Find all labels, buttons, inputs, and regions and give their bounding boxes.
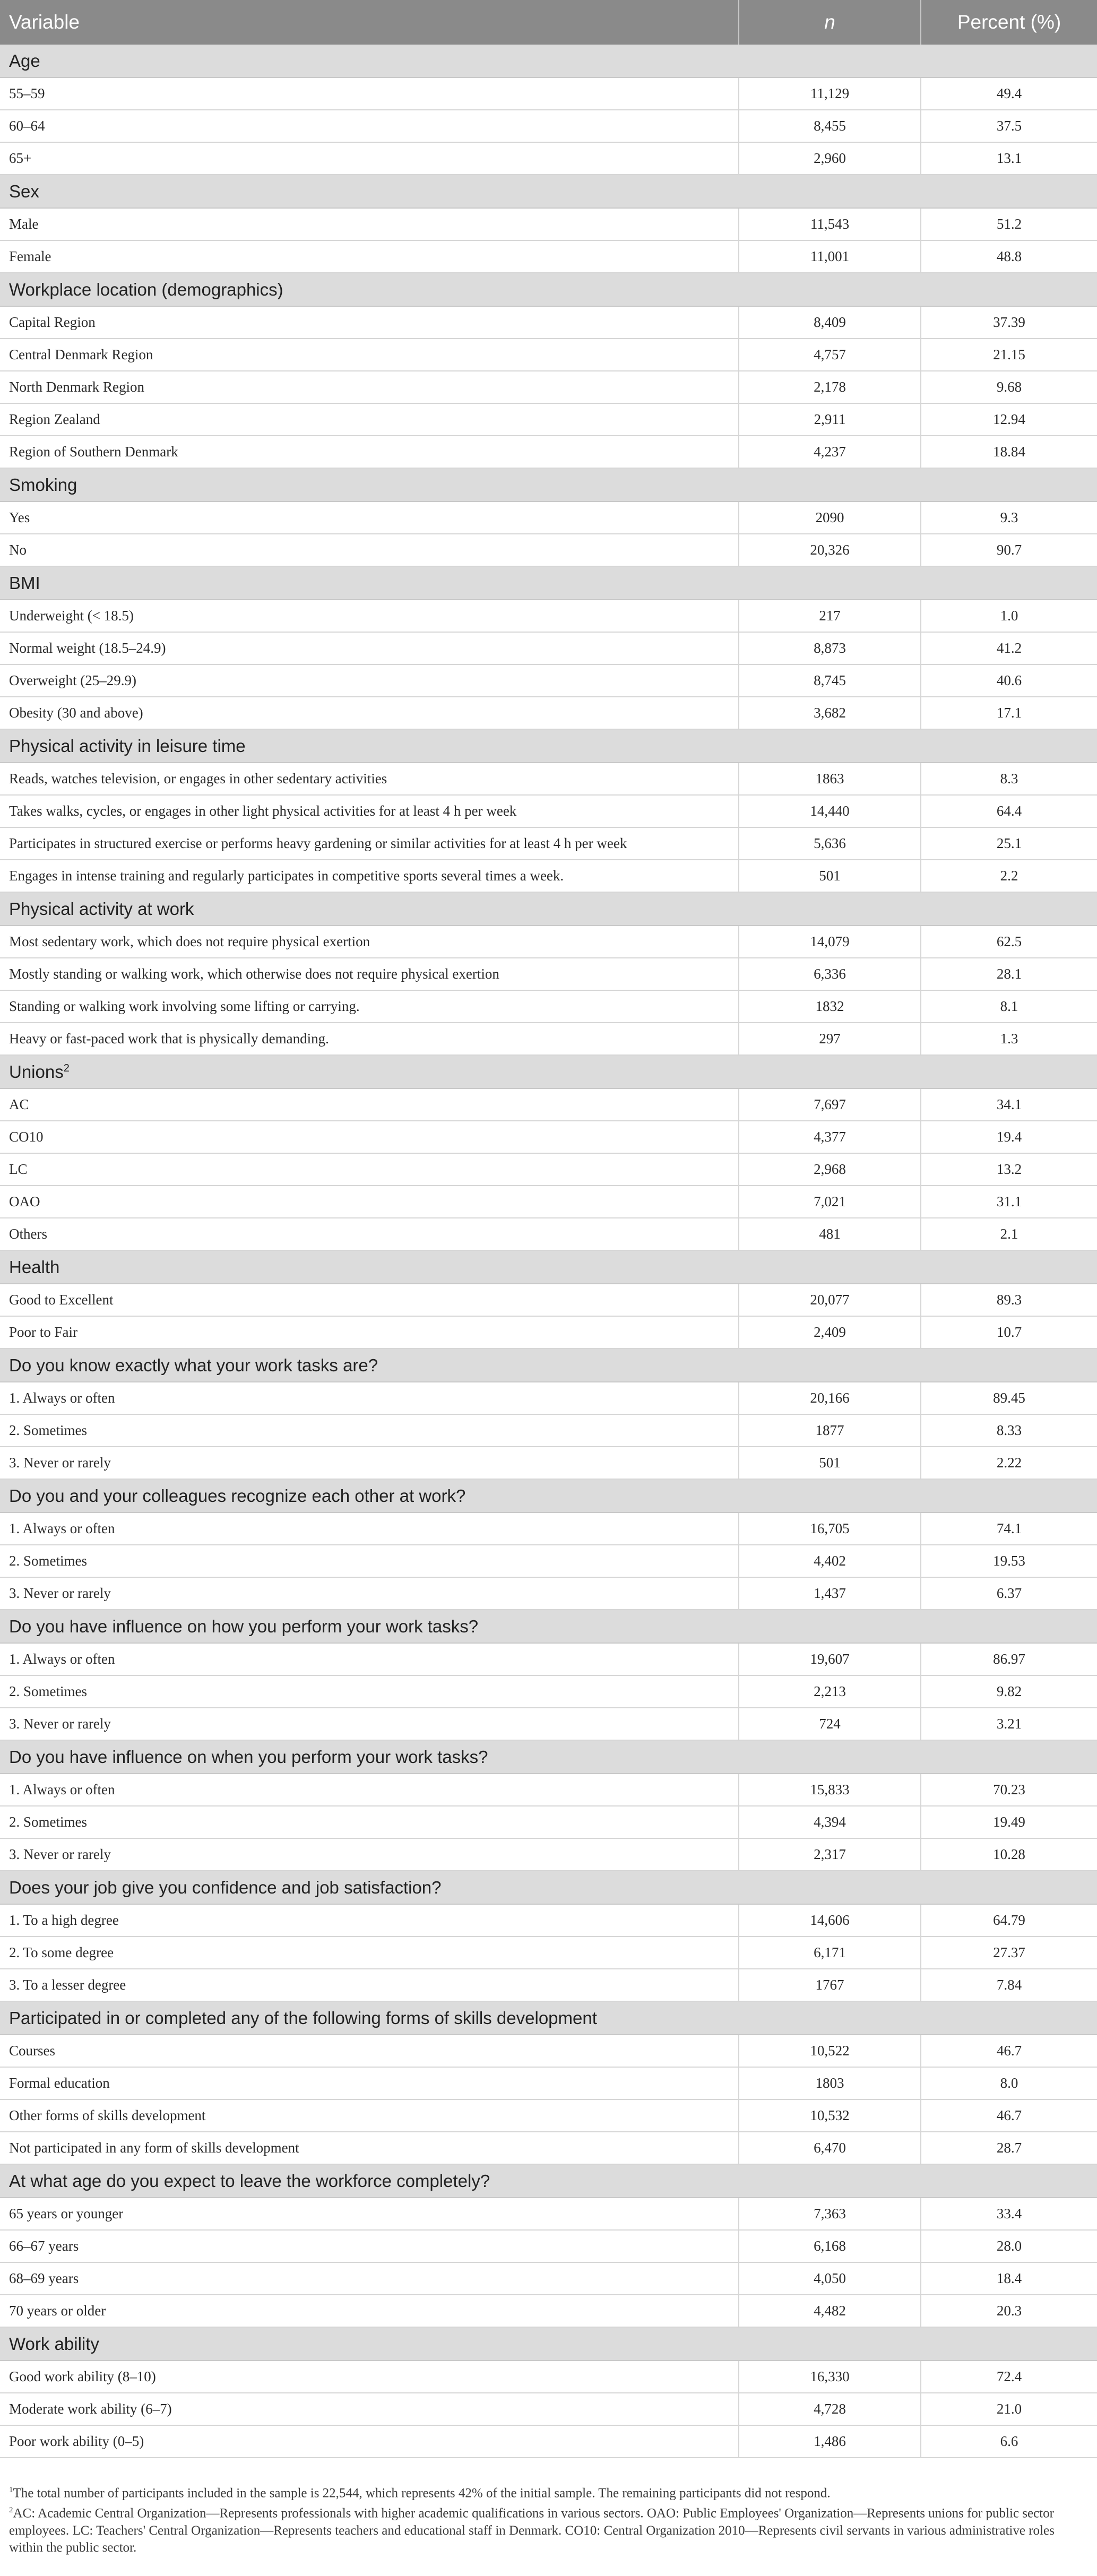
row-percent: 10.28 [921,1838,1097,1871]
table-row [0,2295,1097,2327]
section-header-row [0,729,1097,763]
table-row [0,600,1097,632]
row-n: 4,237 [739,436,921,468]
row-percent: 10.7 [921,1316,1097,1348]
table-row [0,403,1097,436]
table-row [0,1023,1097,1055]
row-percent: 8.1 [921,990,1097,1023]
row-label: Male [0,208,739,240]
row-n: 20,326 [739,534,921,566]
row-label: 60–64 [0,110,739,142]
row-percent: 7.84 [921,1969,1097,2001]
table-row [0,1382,1097,1414]
table-body [0,45,1097,2458]
table-row [0,1937,1097,1969]
row-label: AC [0,1088,739,1121]
table-row [0,860,1097,892]
section-title: Unions [9,1061,64,1082]
row-percent: 34.1 [921,1088,1097,1121]
row-label: Poor to Fair [0,1316,739,1348]
row-label: 55–59 [0,77,739,110]
row-label: Obesity (30 and above) [0,697,739,729]
row-label: Region Zealand [0,403,739,436]
section-header-row [0,1055,1097,1088]
row-percent: 9.68 [921,371,1097,403]
table-row [0,2035,1097,2067]
row-percent: 37.39 [921,306,1097,339]
row-percent: 9.82 [921,1675,1097,1708]
section-header [0,45,1097,77]
row-percent: 2.2 [921,860,1097,892]
row-percent: 8.0 [921,2067,1097,2099]
section-header [0,566,1097,600]
row-n: 297 [739,1023,921,1055]
row-percent: 19.53 [921,1545,1097,1577]
row-label: Takes walks, cycles, or engages in other light physical activities for at least 4 h per week [0,795,739,827]
section-header [0,1348,1097,1382]
table-row [0,2230,1097,2262]
row-n: 1,437 [739,1577,921,1610]
section-title: Do you know exactly what your work tasks are? [9,1355,378,1375]
row-percent: 89.3 [921,1284,1097,1316]
row-label: 65+ [0,142,739,175]
section-header [0,1610,1097,1643]
row-label: LC [0,1153,739,1186]
row-n: 10,532 [739,2099,921,2132]
section-header-row [0,1740,1097,1774]
row-label: 65 years or younger [0,2198,739,2230]
footnote [9,2502,1086,2556]
row-n: 6,168 [739,2230,921,2262]
table-row [0,2067,1097,2099]
row-n: 217 [739,600,921,632]
row-percent: 17.1 [921,697,1097,729]
section-header-row [0,1250,1097,1284]
section-title: Sex [9,181,39,201]
section-header-row [0,2001,1097,2035]
table-row [0,1774,1097,1806]
row-percent: 13.1 [921,142,1097,175]
row-n: 8,409 [739,306,921,339]
row-percent: 12.94 [921,403,1097,436]
section-title: Age [9,50,40,71]
footnote-text: AC: Academic Central Organization—Represents professionals with higher academic qualifications in various sectors. OAO: Public Employees' Organization—Represents unions for public sector employees. LC: Teachers' Central Organization—Represents teachers and educational staff in Denmark. CO10: Central Organization 2010—Represents civil servants in various administrative roles within the public sector. [9,2506,1055,2555]
table-row [0,958,1097,990]
row-percent: 37.5 [921,110,1097,142]
table-row [0,1838,1097,1871]
row-label: Others [0,1218,739,1250]
table-row [0,632,1097,664]
row-n: 1863 [739,763,921,795]
section-header-row [0,273,1097,306]
section-title: Do you have influence on how you perform your work tasks? [9,1616,479,1636]
row-label: 2. Sometimes [0,1414,739,1447]
row-label: 3. Never or rarely [0,1577,739,1610]
row-percent: 51.2 [921,208,1097,240]
row-n: 2,213 [739,1675,921,1708]
row-n: 6,336 [739,958,921,990]
row-label: Courses [0,2035,739,2067]
table-row [0,1121,1097,1153]
section-header [0,468,1097,502]
row-label: OAO [0,1186,739,1218]
row-n: 15,833 [739,1774,921,1806]
section-title: Health [9,1257,60,1277]
table-row [0,1969,1097,2001]
row-percent: 41.2 [921,632,1097,664]
row-n: 8,873 [739,632,921,664]
row-n: 2,960 [739,142,921,175]
footnote-mark: 2 [9,2506,13,2515]
row-n: 4,050 [739,2262,921,2295]
table-row [0,2132,1097,2164]
table-row [0,371,1097,403]
section-title: Does your job give you confidence and job satisfaction? [9,1877,442,1897]
section-title: At what age do you expect to leave the workforce completely? [9,2171,490,2191]
section-header-row [0,892,1097,926]
row-percent: 64.79 [921,1904,1097,1937]
section-header-row [0,1871,1097,1904]
section-header-row [0,468,1097,502]
section-title: BMI [9,573,40,593]
row-percent: 33.4 [921,2198,1097,2230]
row-n: 501 [739,860,921,892]
row-label: Heavy or fast-paced work that is physically demanding. [0,1023,739,1055]
section-header [0,1250,1097,1284]
section-header [0,2164,1097,2198]
row-n: 1877 [739,1414,921,1447]
row-percent: 2.22 [921,1447,1097,1479]
row-percent: 28.7 [921,2132,1097,2164]
row-label: Most sedentary work, which does not require physical exertion [0,926,739,958]
row-n: 8,745 [739,664,921,697]
row-percent: 21.0 [921,2393,1097,2425]
row-label: 3. Never or rarely [0,1447,739,1479]
table-row [0,436,1097,468]
row-label: 68–69 years [0,2262,739,2295]
section-title: Physical activity in leisure time [9,736,246,756]
row-percent: 62.5 [921,926,1097,958]
row-n: 1832 [739,990,921,1023]
row-n: 501 [739,1447,921,1479]
row-percent: 19.49 [921,1806,1097,1838]
section-header [0,2001,1097,2035]
table-row [0,1708,1097,1740]
row-label: Not participated in any form of skills development [0,2132,739,2164]
row-label: 1. Always or often [0,1643,739,1675]
row-n: 1,486 [739,2425,921,2458]
row-percent: 3.21 [921,1708,1097,1740]
row-percent: 70.23 [921,1774,1097,1806]
section-title: Smoking [9,474,77,495]
row-percent: 9.3 [921,502,1097,534]
row-label: 1. To a high degree [0,1904,739,1937]
row-percent: 8.3 [921,763,1097,795]
section-title: Participated in or completed any of the following forms of skills development [9,2008,597,2028]
table-row [0,1904,1097,1937]
table-row [0,1316,1097,1348]
row-label: 3. To a lesser degree [0,1969,739,2001]
table-row [0,1447,1097,1479]
header-row [0,0,1097,45]
row-n: 10,522 [739,2035,921,2067]
table-row [0,110,1097,142]
row-label: 2. To some degree [0,1937,739,1969]
row-label: North Denmark Region [0,371,739,403]
table-row [0,306,1097,339]
row-label: 2. Sometimes [0,1675,739,1708]
table-row [0,697,1097,729]
row-percent: 89.45 [921,1382,1097,1414]
row-percent: 19.4 [921,1121,1097,1153]
section-header-row [0,2164,1097,2198]
table-row [0,926,1097,958]
row-n: 14,606 [739,1904,921,1937]
section-header [0,175,1097,208]
row-n: 7,697 [739,1088,921,1121]
table-row [0,240,1097,273]
table-row [0,1545,1097,1577]
row-percent: 49.4 [921,77,1097,110]
section-header-row [0,1610,1097,1643]
table-row [0,142,1097,175]
row-percent: 40.6 [921,664,1097,697]
row-percent: 21.15 [921,339,1097,371]
row-percent: 18.4 [921,2262,1097,2295]
row-n: 2,911 [739,403,921,436]
header-n: n [739,0,921,45]
row-n: 14,079 [739,926,921,958]
table-row [0,534,1097,566]
row-percent: 2.1 [921,1218,1097,1250]
row-n: 481 [739,1218,921,1250]
row-percent: 1.0 [921,600,1097,632]
row-n: 6,171 [739,1937,921,1969]
table-row [0,1088,1097,1121]
row-label: 3. Never or rarely [0,1838,739,1871]
table-row [0,827,1097,860]
row-n: 2090 [739,502,921,534]
row-label: Capital Region [0,306,739,339]
row-label: 66–67 years [0,2230,739,2262]
footnote-mark: 1 [9,2486,13,2494]
section-header [0,1055,1097,1088]
row-n: 724 [739,1708,921,1740]
row-percent: 25.1 [921,827,1097,860]
row-n: 20,166 [739,1382,921,1414]
section-header-row [0,175,1097,208]
section-title: Do you and your colleagues recognize each other at work? [9,1485,466,1506]
table-row [0,1414,1097,1447]
table-row [0,664,1097,697]
row-n: 4,394 [739,1806,921,1838]
row-label: Normal weight (18.5–24.9) [0,632,739,664]
table-row [0,1512,1097,1545]
table-row [0,1806,1097,1838]
table-row [0,1284,1097,1316]
row-label: Participates in structured exercise or performs heavy gardening or similar activities for at least 4 h per week [0,827,739,860]
row-percent: 6.6 [921,2425,1097,2458]
row-percent: 8.33 [921,1414,1097,1447]
table-row [0,795,1097,827]
row-n: 4,757 [739,339,921,371]
table-row [0,990,1097,1023]
row-n: 5,636 [739,827,921,860]
row-label: Good work ability (8–10) [0,2361,739,2393]
row-label: 1. Always or often [0,1774,739,1806]
row-percent: 48.8 [921,240,1097,273]
row-n: 7,363 [739,2198,921,2230]
header-percent: Percent (%) [921,0,1097,45]
section-header-row [0,1479,1097,1512]
table-row [0,1643,1097,1675]
row-n: 4,377 [739,1121,921,1153]
row-n: 16,705 [739,1512,921,1545]
table-row [0,1186,1097,1218]
section-title: Physical activity at work [9,898,194,919]
table-row [0,763,1097,795]
row-n: 8,455 [739,110,921,142]
row-percent: 6.37 [921,1577,1097,1610]
header-variable: Variable [0,0,739,45]
section-header [0,892,1097,926]
table-row [0,2425,1097,2458]
row-percent: 74.1 [921,1512,1097,1545]
table-row [0,339,1097,371]
section-header [0,729,1097,763]
row-label: Standing or walking work involving some lifting or carrying. [0,990,739,1023]
row-percent: 13.2 [921,1153,1097,1186]
section-header [0,1871,1097,1904]
row-label: 2. Sometimes [0,1545,739,1577]
row-label: Other forms of skills development [0,2099,739,2132]
section-header-row [0,566,1097,600]
section-title: Work ability [9,2333,99,2354]
row-n: 11,129 [739,77,921,110]
row-label: 3. Never or rarely [0,1708,739,1740]
row-label: Region of Southern Denmark [0,436,739,468]
row-n: 6,470 [739,2132,921,2164]
footnote [9,2482,1086,2502]
row-percent: 18.84 [921,436,1097,468]
table-row [0,208,1097,240]
table-row [0,2099,1097,2132]
section-header [0,1740,1097,1774]
row-n: 11,001 [739,240,921,273]
row-label: Good to Excellent [0,1284,739,1316]
row-n: 2,968 [739,1153,921,1186]
row-label: Female [0,240,739,273]
row-n: 1767 [739,1969,921,2001]
row-label: Engages in intense training and regularly participates in competitive sports several times a week. [0,860,739,892]
row-label: Formal education [0,2067,739,2099]
row-label: Moderate work ability (6–7) [0,2393,739,2425]
table-row [0,1218,1097,1250]
section-title: Do you have influence on when you perform your work tasks? [9,1747,488,1767]
row-n: 1803 [739,2067,921,2099]
row-label: CO10 [0,1121,739,1153]
row-n: 4,728 [739,2393,921,2425]
row-label: Poor work ability (0–5) [0,2425,739,2458]
table-row [0,77,1097,110]
row-label: Overweight (25–29.9) [0,664,739,697]
row-n: 19,607 [739,1643,921,1675]
table-row [0,1153,1097,1186]
row-label: Reads, watches television, or engages in other sedentary activities [0,763,739,795]
table-row [0,2393,1097,2425]
section-header-row [0,45,1097,77]
table-row [0,2198,1097,2230]
row-percent: 20.3 [921,2295,1097,2327]
row-n: 16,330 [739,2361,921,2393]
row-n: 2,317 [739,1838,921,1871]
row-percent: 64.4 [921,795,1097,827]
row-n: 3,682 [739,697,921,729]
row-percent: 46.7 [921,2099,1097,2132]
footnotes [9,2482,1086,2556]
row-n: 4,482 [739,2295,921,2327]
section-header [0,1479,1097,1512]
row-percent: 27.37 [921,1937,1097,1969]
section-header [0,2327,1097,2361]
row-n: 2,178 [739,371,921,403]
row-label: 1. Always or often [0,1512,739,1545]
table-row [0,1577,1097,1610]
row-n: 4,402 [739,1545,921,1577]
row-label: 70 years or older [0,2295,739,2327]
row-percent: 1.3 [921,1023,1097,1055]
row-n: 11,543 [739,208,921,240]
row-label: 1. Always or often [0,1382,739,1414]
row-percent: 28.0 [921,2230,1097,2262]
table-row [0,2262,1097,2295]
section-title: Workplace location (demographics) [9,279,283,299]
row-percent: 28.1 [921,958,1097,990]
row-label: Mostly standing or walking work, which otherwise does not require physical exertion [0,958,739,990]
row-percent: 86.97 [921,1643,1097,1675]
table-row [0,2361,1097,2393]
row-percent: 46.7 [921,2035,1097,2067]
footnote-marker: 2 [63,1062,70,1074]
row-n: 14,440 [739,795,921,827]
row-percent: 90.7 [921,534,1097,566]
section-header [0,273,1097,306]
footnote-text: The total number of participants included in the sample is 22,544, which represents 42% of the initial sample. The remaining participants did not respond. [13,2486,831,2501]
row-label: Central Denmark Region [0,339,739,371]
table-row [0,502,1097,534]
row-label: Underweight (< 18.5) [0,600,739,632]
row-label: Yes [0,502,739,534]
section-header-row [0,1348,1097,1382]
row-label: 2. Sometimes [0,1806,739,1838]
row-percent: 31.1 [921,1186,1097,1218]
row-n: 7,021 [739,1186,921,1218]
row-n: 20,077 [739,1284,921,1316]
table-row [0,1675,1097,1708]
row-n: 2,409 [739,1316,921,1348]
row-label: No [0,534,739,566]
row-percent: 72.4 [921,2361,1097,2393]
section-header-row [0,2327,1097,2361]
